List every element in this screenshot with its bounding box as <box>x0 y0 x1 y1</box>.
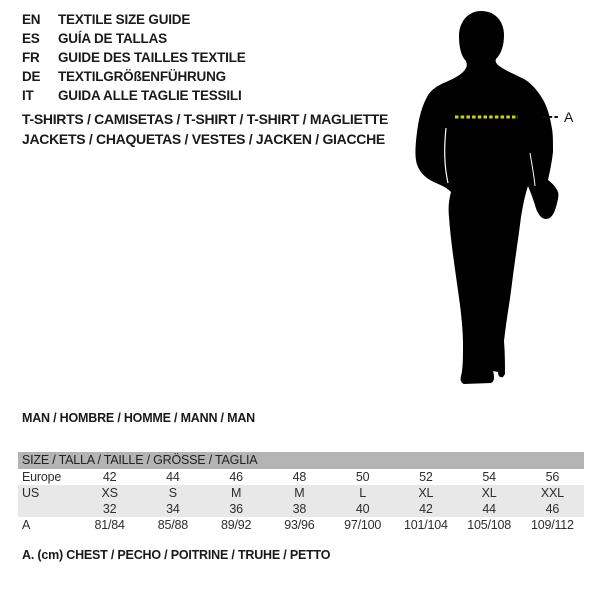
cell: 89/92 <box>220 518 252 532</box>
size-table-header: SIZE / TALLA / TAILLE / GRÖSSE / TAGLIA <box>18 452 584 469</box>
man-silhouette-figure <box>415 3 580 393</box>
row-label: Europe <box>22 470 62 484</box>
cell: 46 <box>545 502 560 516</box>
cell: 85/88 <box>157 518 189 532</box>
cell: 44 <box>482 502 496 516</box>
language-label: TEXTILGRÖßENFÜHRUNG <box>58 69 226 84</box>
category-line-tshirts: T-SHIRTS / CAMISETAS / T-SHIRT / T-SHIRT / MAGLIETTE <box>22 111 389 127</box>
cell: 48 <box>292 470 307 484</box>
cell: 56 <box>545 470 560 484</box>
cell: XS <box>101 486 118 500</box>
language-row-es <box>22 29 246 48</box>
cell: S <box>168 486 177 500</box>
cell: 54 <box>482 470 496 484</box>
cell: 40 <box>355 502 370 516</box>
language-row-fr <box>22 48 246 67</box>
language-label: GUIDA ALLE TAGLIE TESSILI <box>58 88 242 103</box>
table-row-europe <box>18 469 584 485</box>
cell: 109/112 <box>530 518 574 532</box>
garment-categories <box>22 110 388 149</box>
cell: 101/104 <box>403 518 448 532</box>
cell: XXL <box>540 486 564 500</box>
table-row-a-chest <box>18 517 584 533</box>
cell: 93/96 <box>284 518 315 532</box>
man-silhouette-svg <box>415 3 580 393</box>
cell: M <box>294 486 305 500</box>
cell: L <box>359 486 366 500</box>
table-row-us <box>18 485 584 501</box>
cell: 32 <box>102 502 117 516</box>
language-list <box>22 10 246 105</box>
cell: XL <box>481 486 497 500</box>
cell: 44 <box>166 470 180 484</box>
cell: 36 <box>229 502 243 516</box>
row-label <box>18 501 78 517</box>
row-label: A <box>22 518 31 532</box>
measure-label-a: A <box>564 109 574 125</box>
row-label: US <box>22 486 39 500</box>
cell: 42 <box>419 502 433 516</box>
cell: 81/84 <box>94 518 125 532</box>
cell: 34 <box>166 502 180 516</box>
language-code: ES <box>22 31 40 46</box>
cell: XL <box>418 486 434 500</box>
language-code: FR <box>22 50 40 65</box>
table-row-numeric <box>18 501 584 517</box>
cell: 52 <box>419 470 433 484</box>
language-row-en <box>22 10 246 29</box>
cell: 46 <box>229 470 243 484</box>
cell: 105/108 <box>467 518 512 532</box>
category-line-jackets: JACKETS / CHAQUETAS / VESTES / JACKEN / GIACCHE <box>22 130 385 147</box>
cell: 38 <box>292 502 307 516</box>
language-label: TEXTILE SIZE GUIDE <box>58 12 191 27</box>
cell: 42 <box>102 470 117 484</box>
language-code: IT <box>22 88 34 103</box>
language-code: EN <box>22 12 41 27</box>
language-label: GUÍA DE TALLAS <box>58 31 167 46</box>
size-table <box>18 452 584 533</box>
footnote-chest-measure: A. (cm) CHEST / PECHO / POITRINE / TRUHE / PETTO <box>22 548 331 562</box>
language-row-it <box>22 86 246 105</box>
cell: 97/100 <box>344 518 382 532</box>
section-title-man: MAN / HOMBRE / HOMME / MANN / MAN <box>22 411 255 425</box>
language-row-de <box>22 67 246 86</box>
cell: M <box>231 486 242 500</box>
language-code: DE <box>22 69 41 84</box>
cell: 50 <box>355 470 370 484</box>
man-silhouette <box>415 11 558 384</box>
language-label: GUIDE DES TAILLES TEXTILE <box>58 50 246 65</box>
